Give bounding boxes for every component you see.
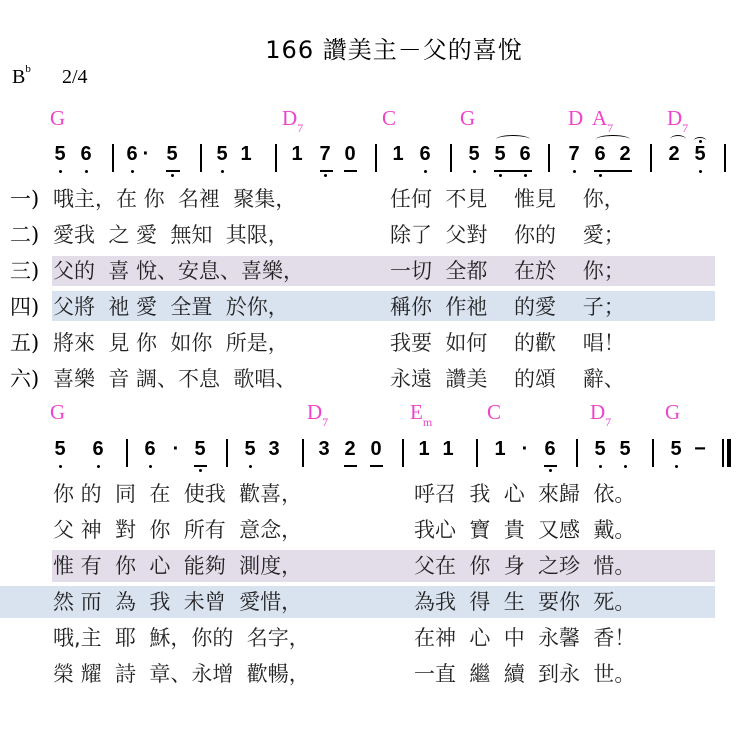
tie-icon — [670, 135, 686, 144]
tie-icon — [496, 135, 530, 144]
bar-line — [275, 144, 277, 172]
lyric-line-a: 你 的 同 在 使我 歡喜， — [53, 482, 303, 506]
note: 5 — [194, 438, 206, 460]
eighth-beam — [344, 170, 357, 172]
note: 5 — [494, 143, 506, 165]
note: 2 — [668, 143, 680, 165]
note: 3 — [268, 438, 280, 460]
lyric-line-b: 我心 寶 貴 又感 戴。 — [414, 518, 636, 542]
note: 1 — [240, 143, 252, 165]
bar-line — [402, 439, 404, 467]
note: 5 — [54, 143, 66, 165]
note: 7 — [319, 143, 331, 165]
note: 5 — [619, 438, 631, 460]
low-octave-dot — [473, 170, 476, 173]
low-octave-dot — [599, 465, 602, 468]
chord-symbol: $D_7$ — [590, 400, 612, 430]
note: 5 — [54, 438, 66, 460]
chord-symbol: $D_7$ — [282, 106, 304, 136]
verse-label: 六) — [10, 367, 40, 391]
note: 1 — [442, 438, 454, 460]
chord-sub: 7 — [297, 121, 304, 136]
note: 5 — [244, 438, 256, 460]
bar-line — [724, 144, 726, 172]
low-octave-dot — [524, 174, 527, 177]
low-octave-dot — [624, 465, 627, 468]
note: 0 — [370, 438, 382, 460]
note: · — [142, 143, 150, 165]
chord-sub: 7 — [682, 121, 689, 136]
note: 5 — [594, 438, 606, 460]
note: 1 — [494, 438, 506, 460]
note: 2 — [344, 438, 356, 460]
lyric-line-b: 除了 父對 你的 愛； — [390, 223, 625, 247]
bar-line — [576, 439, 578, 467]
bar-line — [200, 144, 202, 172]
eighth-beam — [320, 170, 333, 172]
note: 3 — [318, 438, 330, 460]
lyric-line-b: 稱你 作祂 的愛 子； — [390, 295, 625, 319]
note: 6 — [544, 438, 556, 460]
note: 0 — [344, 143, 356, 165]
bar-line — [476, 439, 478, 467]
lyric-line-a: 喜樂 音 調、不息 歌唱、 — [53, 367, 297, 391]
low-octave-dot — [85, 170, 88, 173]
low-octave-dot — [549, 469, 552, 472]
low-octave-dot — [249, 465, 252, 468]
note: 6 — [144, 438, 156, 460]
note: 2 — [619, 143, 631, 165]
chord-sub: 7 — [322, 415, 329, 430]
note: 1 — [418, 438, 430, 460]
chord-symbol: G — [460, 106, 476, 130]
verse-label: 三) — [10, 259, 40, 283]
chord-sub: 7 — [607, 121, 614, 136]
note: 5 — [694, 143, 706, 165]
key-note: B — [12, 66, 26, 88]
chord-symbol: C — [487, 400, 502, 424]
low-octave-dot — [324, 174, 327, 177]
final-bar-thick — [727, 439, 731, 467]
bar-line — [126, 439, 128, 467]
eighth-beam — [494, 170, 532, 172]
lyric-line-b: 呼召 我 心 來歸 依。 — [414, 482, 636, 506]
low-octave-dot — [599, 174, 602, 177]
note: 5 — [166, 143, 178, 165]
low-octave-dot — [499, 174, 502, 177]
bar-line — [548, 144, 550, 172]
chord-symbol: $A_7$ — [592, 106, 614, 136]
bar-line — [652, 439, 654, 467]
chord-symbol: C — [382, 106, 397, 130]
note: 5 — [670, 438, 682, 460]
chord-symbol: $D_7$ — [667, 106, 689, 136]
lyric-line-a: 榮 耀 詩 章、永增 歡暢， — [53, 662, 310, 686]
chord-symbol: D — [568, 106, 584, 130]
eighth-beam — [544, 465, 557, 467]
lyric-line-b: 任何 不見 惟見 你， — [390, 187, 625, 211]
note: · — [172, 438, 180, 460]
lyric-line-b: 我要 如何 的歡 唱！ — [390, 331, 625, 355]
bar-line — [375, 144, 377, 172]
eighth-beam — [194, 465, 207, 467]
key-accidental: b — [25, 63, 31, 76]
low-octave-dot — [149, 465, 152, 468]
final-bar-thin — [722, 439, 724, 467]
lyric-line-a: 哦,主 耶 穌，你的 名字， — [53, 626, 310, 650]
low-octave-dot — [199, 469, 202, 472]
chord-symbol: G — [50, 106, 66, 130]
low-octave-dot — [131, 170, 134, 173]
lyric-line-b: 在神 心 中 永馨 香！ — [414, 626, 636, 650]
verse-label: 一) — [10, 187, 40, 211]
note: 6 — [594, 143, 606, 165]
note: 6 — [92, 438, 104, 460]
bar-line — [650, 144, 652, 172]
hymn-title: 166 讚美主－父的喜悅 — [265, 36, 523, 64]
low-octave-dot — [424, 170, 427, 173]
lyric-line-b: 一直 繼 續 到永 世。 — [414, 662, 636, 686]
lyric-line-a: 父的 喜 悅、安息、喜樂， — [53, 259, 305, 283]
low-octave-dot — [675, 465, 678, 468]
low-octave-dot — [171, 174, 174, 177]
low-octave-dot — [221, 170, 224, 173]
lyric-line-a: 哦主，在 你 名裡 聚集， — [53, 187, 297, 211]
lyric-line-a: 然 而 為 我 未曾 愛惜， — [53, 590, 303, 614]
lyric-line-a: 愛我 之 愛 無知 其限， — [53, 223, 289, 247]
chord-symbol: $E_m$ — [410, 400, 433, 430]
chord-symbol: $D_7$ — [307, 400, 329, 430]
lyric-line-a: 父將 祂 愛 全置 於你， — [53, 295, 289, 319]
lyric-line-b: 永遠 讚美 的頌 辭、 — [390, 367, 625, 391]
lyric-line-b: 父在 你 身 之珍 惜。 — [414, 554, 636, 578]
chord-symbol: G — [50, 400, 66, 424]
verse-label: 二) — [10, 223, 40, 247]
lyric-line-b: 為我 得 生 要你 死。 — [414, 590, 636, 614]
chord-symbol: G — [665, 400, 681, 424]
bar-line — [112, 144, 114, 172]
note: 6 — [80, 143, 92, 165]
bar-line — [302, 439, 304, 467]
tie-icon — [596, 135, 630, 144]
note: 1 — [392, 143, 404, 165]
chord-sub: m — [422, 415, 433, 430]
note: 1 — [291, 143, 303, 165]
note: 6 — [419, 143, 431, 165]
lyric-line-a: 惟 有 你 心 能夠 測度， — [53, 554, 303, 578]
chord-sub: 7 — [605, 415, 612, 430]
low-octave-dot — [573, 170, 576, 173]
eighth-beam — [344, 465, 357, 467]
note: · — [521, 438, 529, 460]
note: 7 — [568, 143, 580, 165]
bar-line — [450, 144, 452, 172]
verse-label: 四) — [10, 295, 40, 319]
note: 6 — [126, 143, 138, 165]
note: 5 — [216, 143, 228, 165]
lyric-line-a: 將來 見 你 如你 所是， — [53, 331, 289, 355]
low-octave-dot — [699, 170, 702, 173]
lyric-line-a: 父 神 對 你 所有 意念， — [53, 518, 303, 542]
verse-label: 五) — [10, 331, 40, 355]
low-octave-dot — [97, 465, 100, 468]
key-signature — [12, 63, 31, 89]
eighth-beam — [594, 170, 632, 172]
eighth-beam — [166, 170, 180, 172]
note: 6 — [519, 143, 531, 165]
note: 5 — [468, 143, 480, 165]
fermata-dot — [699, 140, 702, 143]
eighth-beam — [370, 465, 383, 467]
lyric-line-b: 一切 全都 在於 你； — [390, 259, 625, 283]
low-octave-dot — [59, 170, 62, 173]
time-signature: 2/4 — [62, 66, 88, 88]
low-octave-dot — [59, 465, 62, 468]
bar-line — [226, 439, 228, 467]
note: − — [694, 438, 706, 460]
